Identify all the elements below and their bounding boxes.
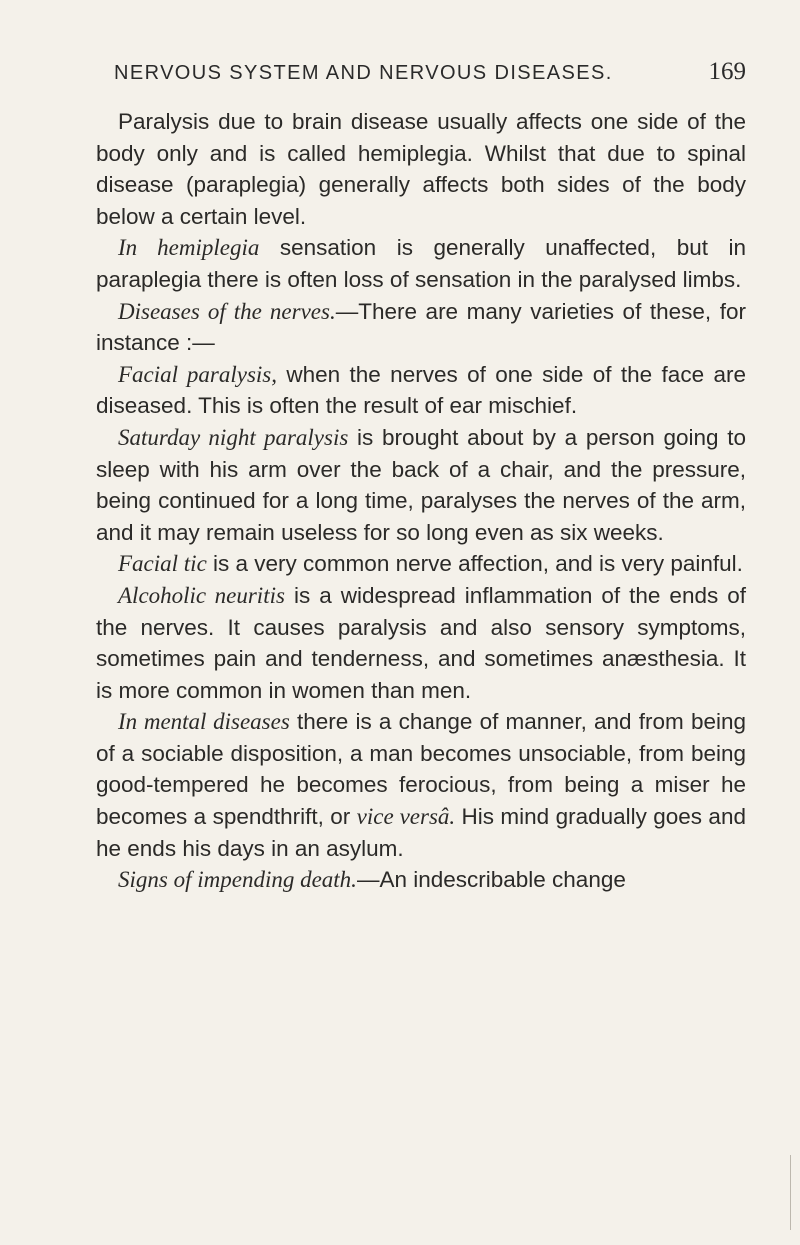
body-text xyxy=(96,106,746,896)
paragraph-brain-disease xyxy=(96,106,746,232)
paragraph-text: is a very common nerve affection, and is very painful. xyxy=(206,551,743,577)
paragraph-text: sensation is generally unaffected, but in paraplegia there is often loss of sensation in the paralysed limbs. xyxy=(96,235,747,292)
paragraph-facial-paralysis xyxy=(96,359,746,422)
page xyxy=(96,58,746,896)
vice-versa-italic: vice versâ. xyxy=(356,804,456,830)
running-head xyxy=(114,58,746,86)
paragraph-mental-diseases xyxy=(96,706,746,864)
running-title: NERVOUS SYSTEM AND NERVOUS DISEASES. xyxy=(114,62,613,84)
margin-rule xyxy=(790,1155,791,1230)
paragraph-saturday-night-paralysis xyxy=(96,422,746,548)
paragraph-diseases-of-nerves xyxy=(96,296,746,359)
paragraph-alcoholic-neuritis xyxy=(96,580,746,706)
paragraph-text: Paralysis due to brain disease usually affects one side of the body only and is called hemiplegia. Whilst that due to spinal disease (paraplegia) generally affects both sides of the body below a certain level. xyxy=(96,109,746,229)
paragraph-signs-of-death xyxy=(96,864,746,896)
paragraph-text: is a widespread inflammation of the ends of the nerves. It causes paralysis and also sensory symptoms, sometimes pain and tenderness, and sometimes anæsthesia. It is more common in women than men. xyxy=(96,582,746,703)
paragraph-hemiplegia xyxy=(96,232,746,295)
paragraph-lead: Facial tic xyxy=(118,551,207,577)
paragraph-lead: Saturday night paralysis xyxy=(118,424,349,450)
paragraph-text: His mind gradually goes and he ends his days in an asylum. xyxy=(96,804,746,861)
paragraph-text: —There are many varieties of these, for instance :— xyxy=(96,298,746,356)
paragraph-text: there is a change of manner, and from being of a sociable disposition, a man becomes unsociable, from being good-tempered he becomes ferocious, from being a miser he becomes a spendthrift, or xyxy=(96,709,747,830)
page-number: 169 xyxy=(708,58,746,85)
paragraph-lead: Signs of impending death. xyxy=(118,867,357,893)
paragraph-text: is brought about by a person going to sleep with his arm over the back of a chair, and the pressure, being continued for a long time, paralyses the nerves of the arm, and it may remain useless for so long even as six weeks. xyxy=(96,424,747,545)
paragraph-lead: Diseases of the nerves. xyxy=(118,298,336,324)
paragraph-text: when the nerves of one side of the face are diseased. This is often the result of ear mischief. xyxy=(96,361,746,419)
paragraph-lead: In hemiplegia xyxy=(118,235,260,261)
paragraph-facial-tic xyxy=(96,548,746,580)
paragraph-text: —An indescribable change xyxy=(356,867,626,893)
paragraph-lead: Alcoholic neuritis xyxy=(118,582,285,608)
paragraph-lead: Facial paralysis, xyxy=(118,361,277,387)
paragraph-lead: In mental diseases xyxy=(118,709,290,735)
